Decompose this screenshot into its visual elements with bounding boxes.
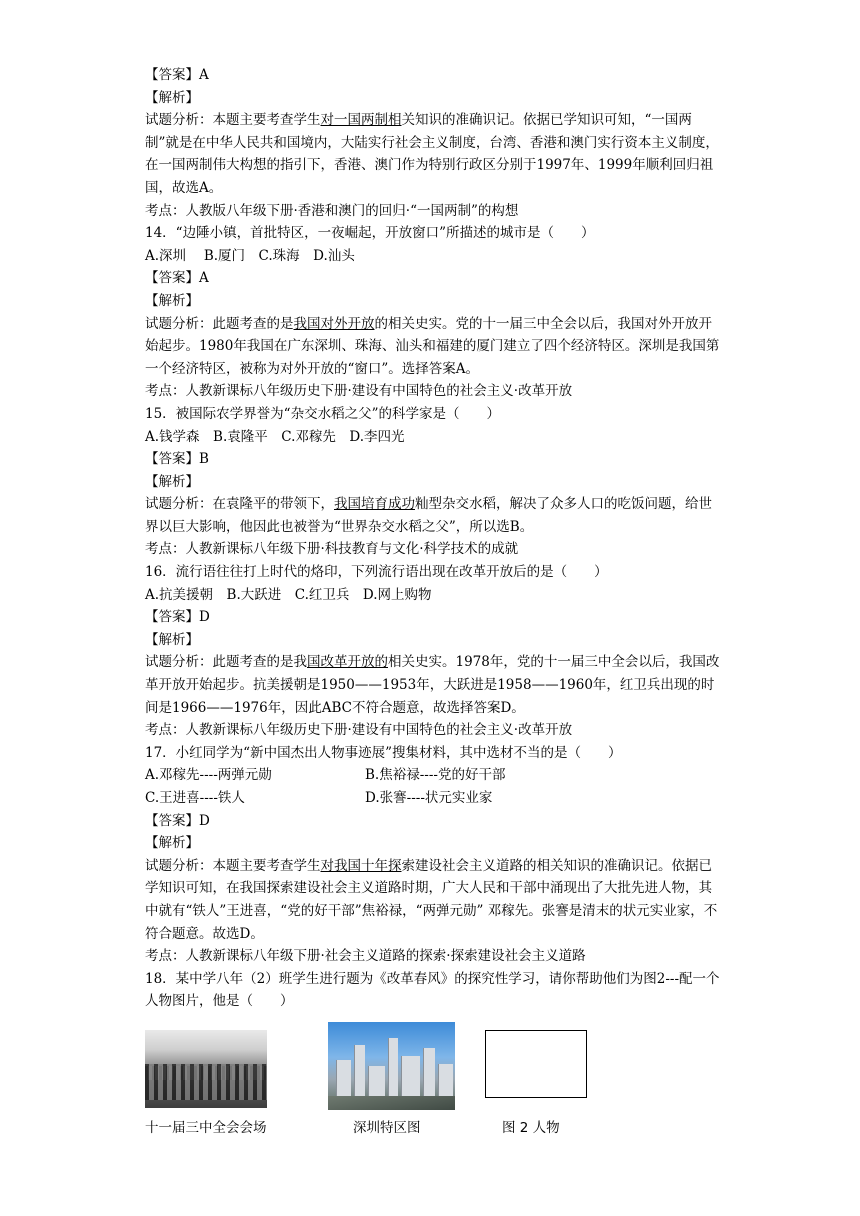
text-line: 【答案】A: [145, 67, 209, 83]
text-run: 试题分析：本题主要考查学生: [145, 857, 321, 874]
photo-detail: [401, 1056, 420, 1100]
underlined-text: 我国培育成功: [334, 496, 415, 513]
text-line: 【解析】: [145, 292, 199, 309]
photo-detail: [354, 1045, 365, 1100]
text-line: 【答案】D: [145, 609, 210, 626]
option-item: B.焦裕禄----党的好干部: [365, 767, 506, 784]
text-line: 考点：人教版八年级下册·香港和澳门的回归·“一国两制”的构想: [145, 202, 519, 219]
photo-detail: [438, 1064, 453, 1100]
option-item: C.王进喜----铁人: [145, 790, 245, 806]
text-line: 16．流行语往往打上时代的烙印，下列流行语出现在改革开放后的是（ ）: [145, 564, 608, 581]
photo-detail: [423, 1048, 435, 1100]
analysis-paragraph: [145, 313, 720, 381]
text-run: 籼型杂交水稻，解决了众多人口的吃饭问题，给世界以巨大影响，他因此也被誉为“世界杂交水稻之父”，所以选B。: [145, 496, 712, 535]
text-line: 15．被国际农学界誉为“杂交水稻之父”的科学家是（ ）: [145, 405, 500, 422]
empty-person-frame: [485, 1030, 587, 1098]
options-grid: [145, 764, 720, 809]
text-line: 18．某中学八年（2）班学生进行题为《改革春风》的探究性学习，请你帮助他们为图2---配一个人物图片，他是（ ）: [145, 970, 720, 1010]
figure-caption: 十一届三中全会会场: [145, 1120, 267, 1136]
text-line: A.抗美援朝 B.大跃进 C.红卫兵 D.网上购物: [145, 586, 432, 603]
figure-caption: 深圳特区图: [353, 1120, 421, 1136]
plenary-session-photo: [145, 1030, 267, 1108]
text-line: 【答案】A: [145, 270, 209, 287]
text-run: 关知识的准确识记。依据已学知识可知，“一国两制”就是在中华人民共和国境内，大陆实行社会主义制度，台湾、香港和澳门实行资本主义制度，在一国两制伟大构想的指引下，香港、澳门作为特别行政区分别于1997年、1999年顺利回归祖国，故选A。: [145, 112, 719, 196]
underlined-text: 对我国十年探: [320, 857, 402, 874]
photo-detail: [388, 1038, 398, 1100]
shenzhen-skyline-photo: [328, 1022, 455, 1110]
photo-detail: [145, 1064, 267, 1100]
text-line: 14．“边陲小镇，首批特区，一夜崛起，开放窗口”所描述的城市是（ ）: [145, 225, 595, 242]
text-line: 考点：人教新课标八年级历史下册·建设有中国特色的社会主义·改革开放: [145, 383, 573, 400]
text-line: A.深圳 B.厦门 C.珠海 D.汕头: [145, 247, 355, 264]
figure-row: [145, 1030, 605, 1140]
option-item: D.张謇----状元实业家: [365, 790, 493, 806]
text-run: 索建设社会主义道路的相关知识的准确识记。依据已学知识可知，在我国探索建设社会主义道路时期，广大人民和干部中涌现出了大批先进人物，其中就有“铁人”王进喜，“党的好干部”焦裕禄，“两弹元勋” 邓稼先。张謇是清末的状元实业家，不符合题意。故选D。: [145, 857, 718, 942]
analysis-paragraph: [145, 109, 720, 199]
analysis-paragraph: [145, 493, 720, 538]
text-line: 【解析】: [145, 473, 199, 490]
text-line: 考点：人教新课标八年级历史下册·建设有中国特色的社会主义·改革开放: [145, 722, 573, 739]
underlined-text: 国改革开放的: [307, 654, 388, 671]
text-run: 相关史实。1978年，党的十一届三中全会以后，我国改革开放开始起步。抗美援朝是1950——1953年，大跃进是1958——1960年，红卫兵出现的时间是1966——1976年，因此ABC不符合题意，故选择答案D。: [145, 654, 720, 716]
text-line: 考点：人教新课标八年级下册·社会主义道路的探索·探索建设社会主义道路: [145, 948, 586, 965]
text-line: 考点：人教新课标八年级下册·科技教育与文化·科学技术的成就: [145, 541, 519, 558]
text-line: 【答案】B: [145, 451, 209, 468]
text-line: 【答案】D: [145, 812, 210, 829]
text-run: 试题分析：在袁隆平的带领下，: [145, 496, 334, 513]
text-line: 【解析】: [145, 631, 199, 648]
text-line: 【解析】: [145, 835, 199, 852]
photo-detail: [368, 1066, 385, 1100]
text-line: 17．小红同学为“新中国杰出人物事迹展”搜集材料，其中选材不当的是（ ）: [145, 744, 622, 761]
underlined-text: 对一国两制相: [320, 112, 402, 129]
photo-detail: [336, 1060, 351, 1100]
document-body: [145, 64, 720, 1013]
option-item: A.邓稼先----两弹元勋: [145, 767, 272, 784]
analysis-paragraph: [145, 855, 720, 945]
analysis-paragraph: [145, 651, 720, 719]
figure-caption: 图 2 人物: [502, 1120, 560, 1136]
photo-detail: [328, 1096, 455, 1110]
text-run: 试题分析：此题考查的是我: [145, 654, 307, 671]
text-run: 的相关史实。党的十一届三中全会以后，我国对外开放开始起步。1980年我国在广东深圳、珠海、汕头和福建的厦门建立了四个经济特区。深圳是我国第一个经济特区，被称为对外开放的“窗口”。选择答案A。: [145, 315, 720, 377]
text-line: 【解析】: [145, 89, 199, 106]
text-line: A.钱学森 B.袁隆平 C.邓稼先 D.李四光: [145, 428, 405, 445]
text-run: 试题分析：此题考查的是: [145, 315, 294, 332]
text-run: 试题分析：本题主要考查学生: [145, 112, 321, 129]
underlined-text: 我国对外开放: [293, 315, 375, 332]
